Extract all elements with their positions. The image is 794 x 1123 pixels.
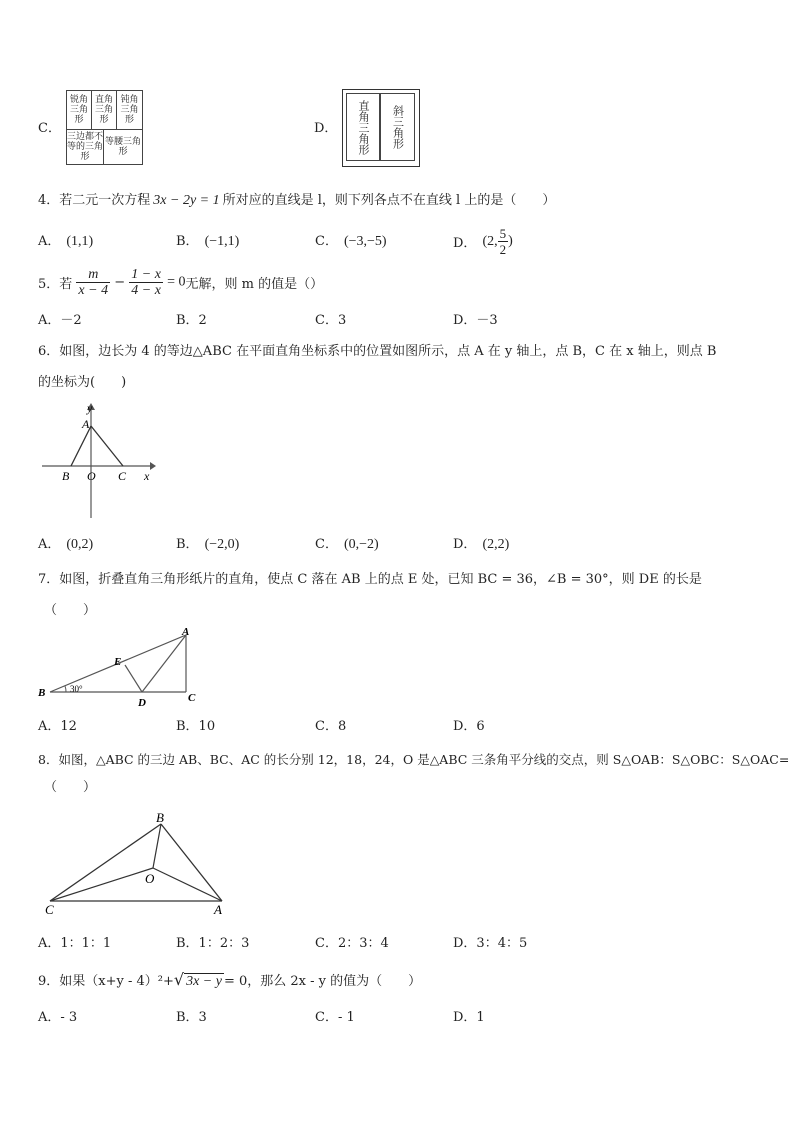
q8-label-b: B bbox=[156, 810, 164, 825]
q5-option-b: B．2 bbox=[176, 313, 207, 328]
q7-label-b: B bbox=[38, 687, 46, 699]
q4-option-c: C． (−3,−5) bbox=[315, 234, 387, 249]
q8-option-b: B．1：2：3 bbox=[176, 936, 250, 951]
q8-option-d: D．3：4：5 bbox=[453, 936, 528, 951]
q7-option-d: D．6 bbox=[453, 719, 485, 734]
q6-label-c: C bbox=[118, 469, 127, 483]
q6-coordinate-diagram bbox=[38, 398, 158, 520]
q5-option-a: A．－2 bbox=[38, 313, 82, 328]
d-cell-right-triangle: 直角三角形 bbox=[346, 93, 380, 161]
q6-label-y: y bbox=[87, 401, 93, 415]
q6-label-a: A bbox=[82, 417, 90, 431]
venn-cell-right: 直角三角形 bbox=[91, 90, 117, 130]
q3-option-d-label: D． bbox=[314, 121, 338, 136]
q7-stem-line2: （ ） bbox=[44, 603, 97, 618]
q6-label-x: x bbox=[144, 469, 150, 483]
q7-option-a: A．12 bbox=[38, 719, 77, 734]
q7-option-c: C．8 bbox=[315, 719, 347, 734]
q4-option-b: B． (−1,1) bbox=[176, 234, 240, 249]
q4-stem: 4．若二元一次方程 3x − 2y = 1 所对应的直线是 l，则下列各点不在直线 l 上的是（ ） bbox=[38, 193, 556, 208]
d-cell-oblique-triangle: 斜三角形 bbox=[380, 93, 415, 161]
venn-cell-obtuse: 钝角三角形 bbox=[116, 90, 143, 130]
q7-stem-line1: 7．如图，折叠直角三角形纸片的直角，使点 C 落在 AB 上的点 E 处，已知 BC = 36，∠B = 30°，则 DE 的长是 bbox=[38, 572, 702, 587]
q9-option-c: C．- 1 bbox=[315, 1010, 355, 1025]
q9-option-a: A．- 3 bbox=[38, 1010, 78, 1025]
q8-stem-line2: （ ） bbox=[44, 780, 97, 795]
q3-option-c-diagram bbox=[66, 90, 143, 165]
q7-label-c: C bbox=[188, 692, 196, 704]
q6-stem-line1: 6．如图，边长为 4 的等边△ABC 在平面直角坐标系中的位置如图所示，点 A 在 y 轴上，点 B，C 在 x 轴上，则点 B bbox=[38, 344, 717, 359]
q6-option-a: A． (0,2) bbox=[38, 537, 94, 552]
venn-cell-scalene: 三边都不等的三角形 bbox=[66, 129, 104, 165]
q7-label-d: D bbox=[138, 697, 146, 709]
q9-option-b: B．3 bbox=[176, 1010, 207, 1025]
q4-option-d: D． (2, $\frac{5}{2}$ ) bbox=[453, 226, 513, 257]
q8-label-c: C bbox=[45, 902, 54, 917]
q3-option-c-label: C． bbox=[38, 121, 61, 136]
q8-triangle-diagram bbox=[40, 808, 240, 918]
q6-option-d: D． (2,2) bbox=[453, 537, 510, 552]
venn-cell-isosceles: 等腰三角形 bbox=[103, 129, 143, 165]
q5-option-d: D．－3 bbox=[453, 313, 498, 328]
q7-triangle-diagram bbox=[36, 625, 202, 710]
q5-option-c: C．3 bbox=[315, 313, 347, 328]
sqrt-sign-icon: √ bbox=[173, 970, 185, 989]
q7-label-a: A bbox=[182, 626, 190, 638]
q3-option-d-diagram bbox=[342, 89, 420, 167]
q8-label-o: O bbox=[145, 871, 155, 886]
q6-option-c: C． (0,−2) bbox=[315, 537, 379, 552]
q8-label-a: A bbox=[214, 902, 222, 917]
q6-label-b: B bbox=[62, 469, 70, 483]
q7-label-e: E bbox=[114, 656, 122, 668]
q5-stem: 5．若 $\frac{m}{x - 4}$ − $\frac{1 - x}{4 - x}$ = 0无解，则 m 的值是（） bbox=[38, 267, 324, 298]
q9-stem: 9．如果（x+y - 4）²+√ 3x − y = 0，那么 2x - y 的值为（ ） bbox=[38, 970, 422, 989]
q8-option-c: C．2：3：4 bbox=[315, 936, 389, 951]
venn-cell-acute: 锐角三角形 bbox=[66, 90, 92, 130]
q8-stem-line1: 8．如图，△ABC 的三边 AB、BC、AC 的长分别 12，18，24，O 是△ABC 三条角平分线的交点，则 S△OAB：S△OBC：S△OAC= bbox=[38, 752, 790, 767]
q6-option-b: B． (−2,0) bbox=[176, 537, 240, 552]
q8-option-a: A．1：1：1 bbox=[38, 936, 112, 951]
q9-radicand: 3x − y bbox=[186, 974, 222, 989]
q4-equation: 3x − 2y = 1 bbox=[153, 193, 220, 208]
q7-label-angle: 30° bbox=[70, 684, 83, 694]
q7-option-b: B．10 bbox=[176, 719, 216, 734]
q6-label-o: O bbox=[87, 469, 96, 483]
q9-option-d: D．1 bbox=[453, 1010, 485, 1025]
q4-option-a: A． (1,1) bbox=[38, 234, 94, 249]
q6-stem-line2: 的坐标为( ) bbox=[38, 375, 127, 390]
